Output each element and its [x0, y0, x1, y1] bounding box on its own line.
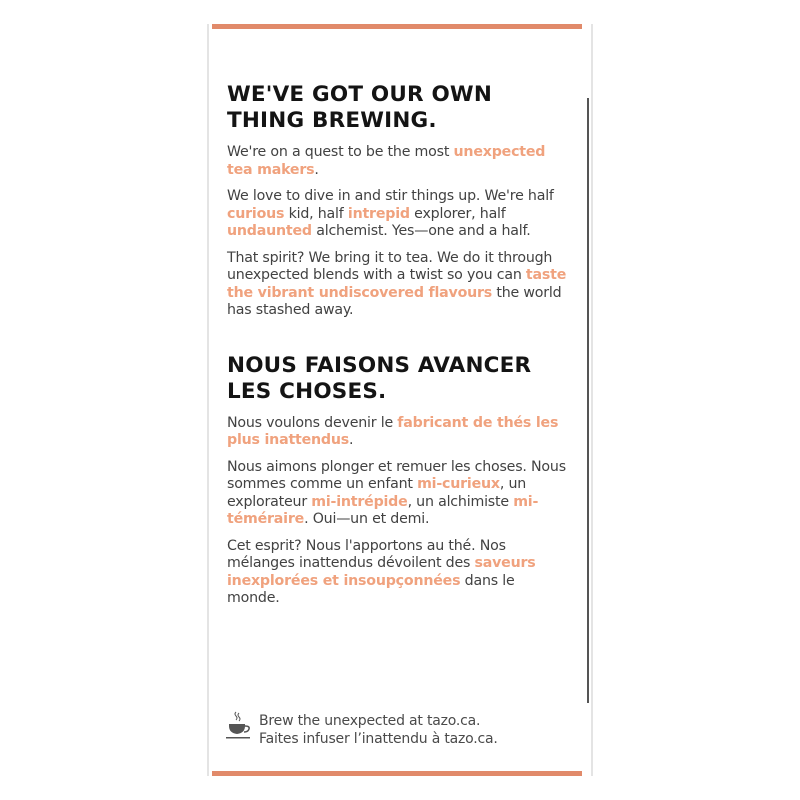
highlight: mi-curieux — [417, 476, 500, 492]
text: the world has stashed away. — [227, 284, 562, 318]
highlight: mi-intrépide — [311, 493, 408, 510]
fold-line — [587, 98, 589, 703]
text: Nous voulons devenir le — [227, 414, 398, 431]
text: explorer, half — [409, 205, 506, 222]
content — [227, 82, 567, 617]
text: alchemist. Yes—one and a half. — [311, 223, 531, 239]
footer — [226, 712, 498, 748]
tea-cup-icon — [226, 710, 252, 740]
highlight: unexpected tea makers — [227, 144, 546, 178]
english-section — [227, 82, 567, 320]
heading-line: THING BREWING. — [227, 108, 437, 133]
highlight: undaunted — [227, 223, 312, 239]
footer-line-en: Brew the unexpected at tazo.ca. — [259, 713, 481, 729]
text: Nous aimons plonger et remuer les choses. Nous sommes comme un enfant — [227, 458, 566, 492]
french-paragraph-2 — [227, 459, 567, 529]
french-paragraph-3 — [227, 538, 567, 608]
english-paragraph-3 — [227, 250, 567, 320]
text: Cet esprit? Nous l'apportons au thé. Nos mélanges inattendus dévoilent des — [227, 537, 506, 571]
text: , un explorateur — [227, 476, 527, 510]
text: dans le monde. — [227, 572, 515, 606]
french-paragraph-1 — [227, 415, 567, 450]
footer-text — [259, 712, 498, 748]
footer-line-fr: Faites infuser l’inattendu à tazo.ca. — [259, 731, 498, 747]
text: We love to dive in and stir things up. We're half — [227, 188, 554, 204]
text: kid, half — [284, 205, 348, 222]
text: That spirit? We bring it to tea. We do it through unexpected blends with a twist so you can — [227, 249, 553, 283]
text: We're on a quest to be the most — [227, 144, 454, 160]
highlight: curious — [227, 205, 285, 222]
highlight: saveurs inexplorées et insoupçonnées — [227, 555, 536, 589]
text: , un alchimiste — [407, 493, 514, 510]
text: . — [314, 161, 319, 178]
english-heading — [227, 82, 567, 134]
english-paragraph-1 — [227, 144, 567, 179]
highlight: fabricant de thés les plus inattendus — [227, 414, 559, 448]
highlight: intrepid — [347, 205, 410, 222]
english-paragraph-2 — [227, 188, 567, 241]
highlight: mi-téméraire — [227, 493, 539, 527]
text: . Oui—un et demi. — [304, 511, 430, 527]
heading-line: WE'VE GOT OUR OWN — [227, 82, 493, 107]
french-section — [227, 353, 567, 608]
text: . — [349, 432, 354, 448]
heading-line: NOUS FAISONS AVANCER — [227, 352, 532, 378]
french-heading — [227, 353, 567, 405]
heading-line: LES CHOSES. — [227, 378, 387, 404]
highlight: taste the vibrant undiscovered flavours — [227, 267, 567, 301]
bottom-accent-bar — [212, 771, 582, 776]
top-accent-bar — [212, 24, 582, 29]
